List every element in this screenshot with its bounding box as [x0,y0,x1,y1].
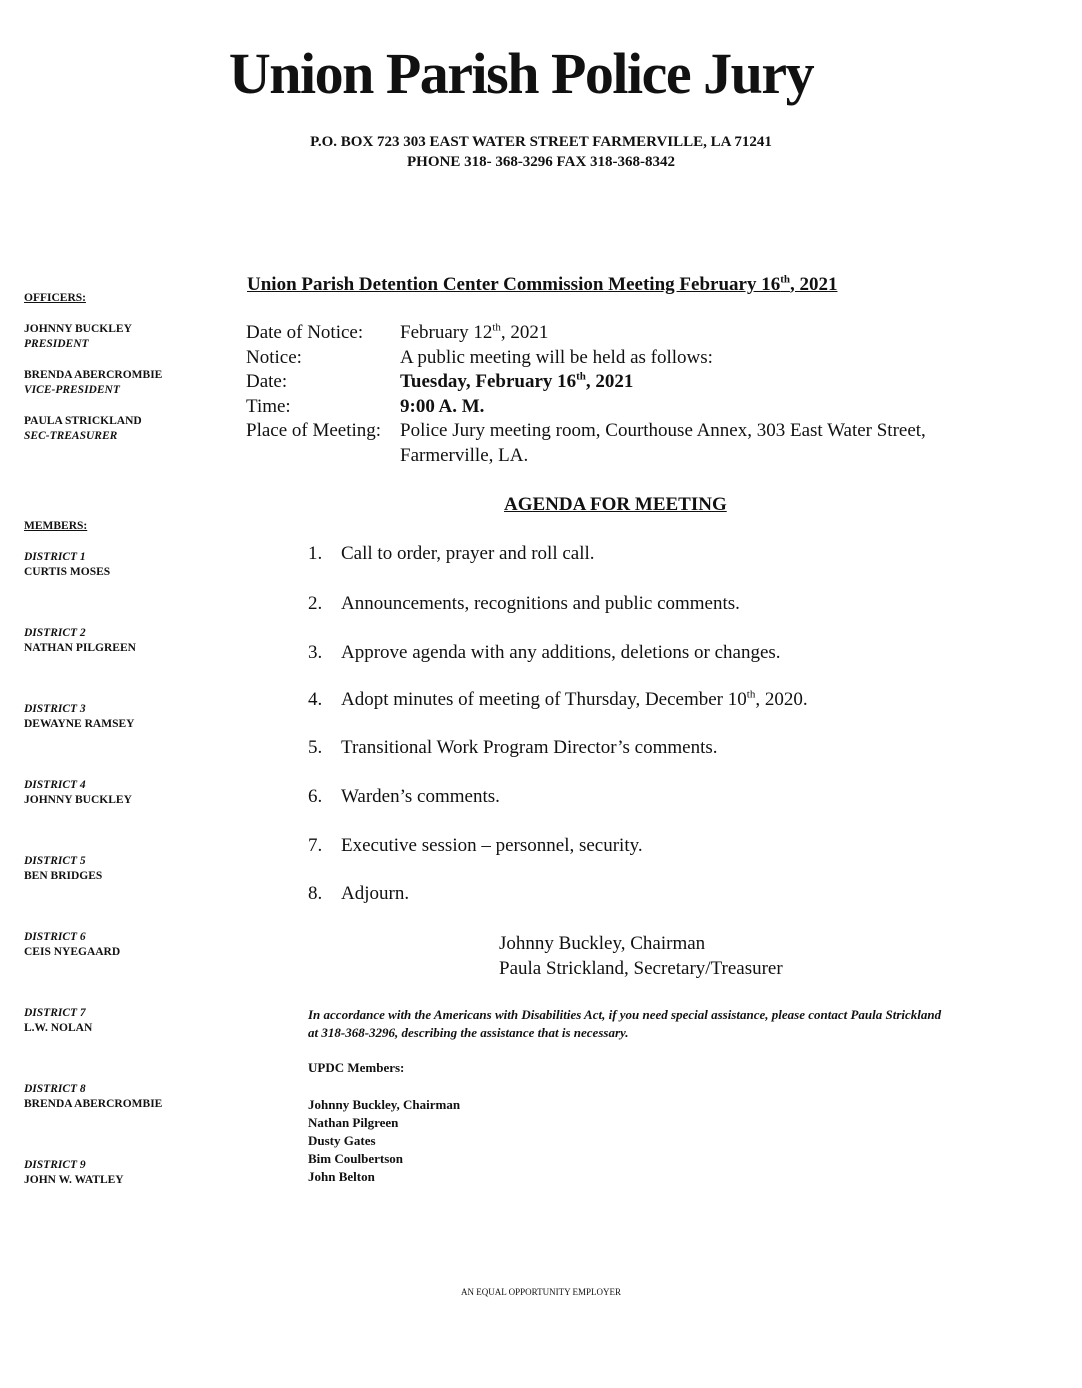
district-member: DEWAYNE RAMSEY [24,718,135,730]
officer-entry [24,368,162,398]
district-member: CURTIS MOSES [24,566,111,578]
officer-name: BRENDA ABERCROMBIE [24,369,163,381]
date-of-notice-value: February 12th, 2021 [400,321,549,343]
officer-name: PAULA STRICKLAND [24,415,142,427]
updc-member: John Belton [308,1169,375,1184]
updc-member: Johnny Buckley, Chairman [308,1097,461,1112]
district-label: DISTRICT 4 [24,779,86,791]
district-label: DISTRICT 8 [24,1083,86,1095]
updc-member-list [308,1096,460,1186]
district-entry [24,1082,162,1112]
district-entry [24,930,120,960]
district-label: DISTRICT 6 [24,931,86,943]
agenda-item: 6. Warden’s comments. [308,786,500,807]
time-label: Time: [246,395,291,417]
organization-title: Union Parish Police Jury [228,41,814,106]
meeting-title: Union Parish Detention Center Commission Meeting February 16th, 2021 [247,273,838,295]
district-member: NATHAN PILGREEN [24,642,136,654]
district-entry [24,1158,124,1188]
address-line: P.O. BOX 723 303 EAST WATER STREET FARMERVILLE, LA 71241 [310,134,772,150]
officer-entry [24,414,142,444]
members-heading: MEMBERS: [24,520,88,532]
agenda-item: 1. Call to order, prayer and roll call. [308,543,595,564]
district-label: DISTRICT 3 [24,703,86,715]
district-entry [24,854,102,884]
officer-role: PRESIDENT [24,338,89,350]
district-label: DISTRICT 7 [24,1007,86,1019]
footer-equal-opportunity: AN EQUAL OPPORTUNITY EMPLOYER [460,1287,622,1297]
officer-name: JOHNNY BUCKLEY [24,323,132,335]
updc-member: Nathan Pilgreen [308,1115,399,1130]
notice-label: Notice: [246,346,302,368]
agenda-item: 7. Executive session – personnel, security. [308,835,643,856]
agenda-item: 2. Announcements, recognitions and public comments. [308,593,740,614]
district-label: DISTRICT 1 [24,551,86,563]
district-entry [24,702,134,732]
district-member: BEN BRIDGES [24,870,103,882]
notice-block [246,321,960,468]
district-entry [24,550,110,580]
updc-heading: UPDC Members: [308,1060,405,1075]
notice-value: A public meeting will be held as follows: [400,346,713,368]
officer-entry [24,322,132,352]
updc-member: Bim Coulbertson [308,1151,403,1166]
district-entry [24,778,132,808]
agenda-item: 5. Transitional Work Program Director’s comments. [308,737,718,758]
ada-notice: In accordance with the Americans with Disabilities Act, if you need special assistance, please contact Paula Strickland at 318-368-3296, describing the assistance that is necessary. [308,1007,942,1040]
officer-role: VICE-PRESIDENT [24,384,120,396]
place-label: Place of Meeting: [246,420,382,441]
phone-line: PHONE 318- 368-3296 FAX 318-368-8342 [406,154,676,170]
district-entry [24,626,136,656]
district-label: DISTRICT 2 [24,627,86,639]
date-value: Tuesday, February 16th, 2021 [400,370,634,392]
agenda-item: 8. Adjourn. [308,883,410,904]
district-member: BRENDA ABERCROMBIE [24,1098,163,1110]
officer-role: SEC-TREASURER [24,430,118,442]
district-label: DISTRICT 9 [24,1159,86,1171]
district-member: CEIS NYEGAARD [24,946,121,958]
district-member: L.W. NOLAN [24,1022,93,1034]
district-member: JOHN W. WATLEY [24,1174,124,1186]
updc-member: Dusty Gates [308,1133,376,1148]
signature-chairman: Johnny Buckley, Chairman [499,933,706,954]
date-label: Date: [246,371,288,392]
district-member: JOHNNY BUCKLEY [24,794,132,806]
date-of-notice-label: Date of Notice: [246,322,364,343]
district-entry [24,1006,92,1036]
place-value: Police Jury meeting room, Courthouse Annex, 303 East Water Street, Farmerville, LA. [400,420,926,466]
signature-secretary: Paula Strickland, Secretary/Treasurer [499,958,783,979]
agenda-heading: AGENDA FOR MEETING [504,494,727,515]
agenda-item: 4. Adopt minutes of meeting of Thursday, December 10th, 2020. [308,688,808,710]
officers-heading: OFFICERS: [24,292,86,304]
sidebar-officers [24,291,86,306]
time-value: 9:00 A. M. [400,395,485,417]
agenda-item: 3. Approve agenda with any additions, deletions or changes. [308,642,781,663]
district-label: DISTRICT 5 [24,855,86,867]
